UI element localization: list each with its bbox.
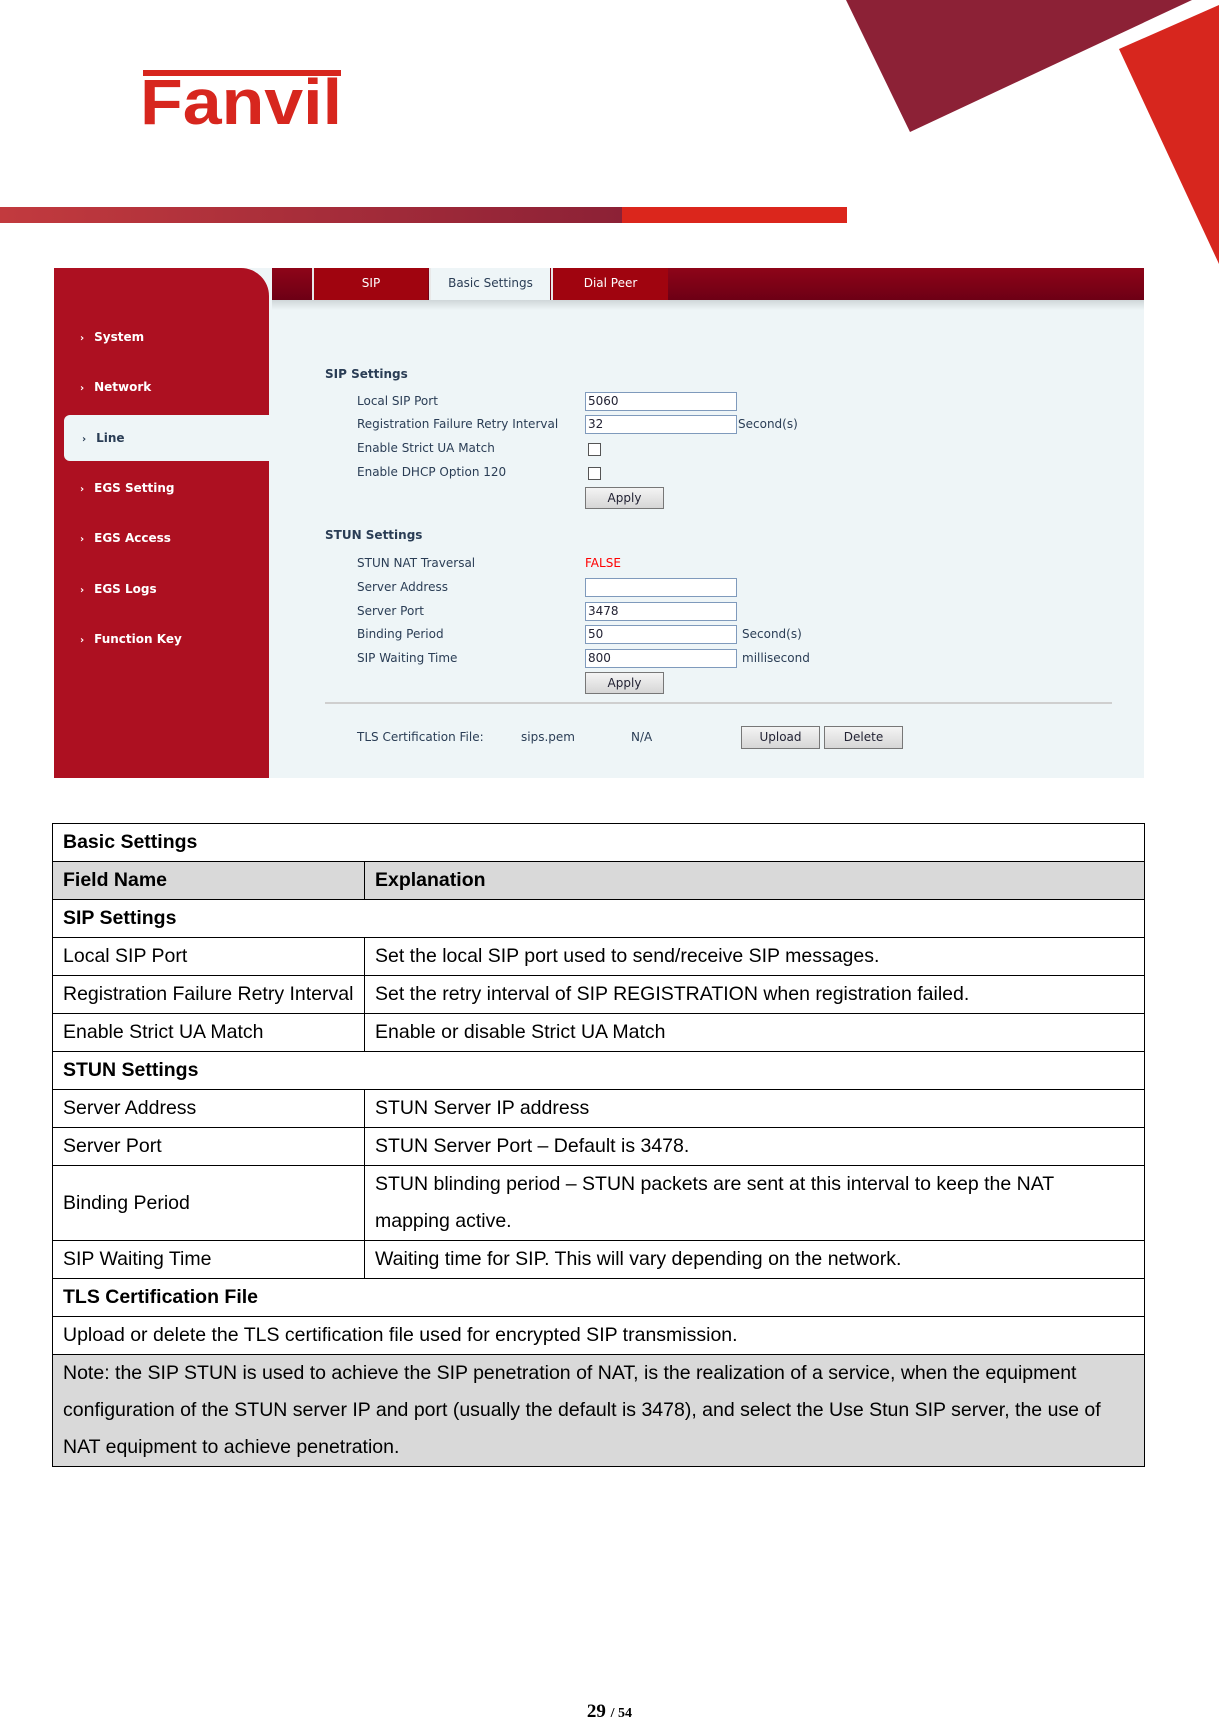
table-row (53, 976, 1145, 1014)
field-name: Registration Failure Retry Interval (53, 976, 365, 1014)
sidebar-item-function-key[interactable] (54, 616, 269, 662)
stun-apply-button[interactable]: Apply (585, 672, 664, 694)
binding-unit: Second(s) (742, 627, 802, 641)
retry-unit: Second(s) (738, 417, 798, 431)
sidebar-label: Function Key (94, 632, 182, 646)
sidebar-item-network[interactable] (54, 364, 269, 410)
explanation: STUN Server Port – Default is 3478. (365, 1128, 1145, 1166)
tab-bar-shadow (272, 300, 1144, 310)
sidebar-label: EGS Logs (94, 582, 157, 596)
tls-label: TLS Certification File: (357, 730, 484, 744)
tls-file: sips.pem (521, 730, 575, 744)
sidebar-item-egs-setting[interactable] (54, 465, 269, 511)
stun-nat-label: STUN NAT Traversal (357, 556, 476, 570)
sip-waiting-time-input[interactable]: 800 (585, 649, 737, 668)
table-row (53, 1014, 1145, 1052)
chevron-right-icon: › (80, 585, 85, 596)
sidebar (54, 268, 269, 778)
tab-sip[interactable]: SIP (312, 268, 428, 300)
retry-interval-input[interactable]: 32 (585, 415, 737, 434)
stun-nat-value: FALSE (585, 556, 621, 570)
table-row (53, 1090, 1145, 1128)
explanation: Set the local SIP port used to send/receive SIP messages. (365, 938, 1145, 976)
svg-text:Fanvil: Fanvil (140, 66, 342, 138)
strict-ua-label: Enable Strict UA Match (357, 441, 495, 455)
fanvil-logo (140, 66, 342, 138)
web-ui-screenshot (54, 268, 1144, 778)
tls-status: N/A (631, 730, 653, 744)
sidebar-label: Line (96, 431, 125, 445)
binding-period-input[interactable]: 50 (585, 625, 737, 644)
divider (325, 702, 1112, 704)
server-port-label: Server Port (357, 604, 424, 618)
upload-button[interactable]: Upload (741, 726, 820, 749)
explanation: Waiting time for SIP. This will vary depending on the network. (365, 1241, 1145, 1279)
field-name: Binding Period (53, 1166, 365, 1241)
sidebar-label: EGS Setting (94, 481, 175, 495)
settings-table (52, 823, 1145, 1467)
table-row (53, 1241, 1145, 1279)
col-header-explanation: Explanation (365, 862, 1145, 900)
sidebar-item-line[interactable] (64, 415, 269, 461)
local-sip-port-label: Local SIP Port (357, 394, 438, 408)
explanation: Set the retry interval of SIP REGISTRATION when registration failed. (365, 976, 1145, 1014)
field-name: Local SIP Port (53, 938, 365, 976)
sidebar-item-egs-access[interactable] (54, 515, 269, 561)
chevron-right-icon: › (80, 333, 85, 344)
field-name: Server Port (53, 1128, 365, 1166)
col-header-field: Field Name (53, 862, 365, 900)
sip-settings-heading: SIP Settings (325, 367, 408, 381)
page-current: 29 (586, 1701, 606, 1722)
server-address-input[interactable] (585, 578, 737, 597)
sidebar-item-egs-logs[interactable] (54, 566, 269, 612)
sidebar-label: EGS Access (94, 531, 171, 545)
header-bar-red (622, 207, 847, 223)
sidebar-item-system[interactable] (54, 314, 269, 360)
chevron-right-icon: › (80, 534, 85, 545)
server-address-label: Server Address (357, 580, 448, 594)
explanation: Enable or disable Strict UA Match (365, 1014, 1145, 1052)
retry-interval-label: Registration Failure Retry Interval (357, 417, 559, 431)
server-port-input[interactable]: 3478 (585, 602, 737, 621)
binding-period-label: Binding Period (357, 627, 444, 641)
sip-apply-button[interactable]: Apply (585, 487, 664, 509)
stun-settings-heading: STUN Settings (325, 528, 423, 542)
strict-ua-checkbox[interactable] (588, 443, 601, 456)
note: Note: the SIP STUN is used to achieve the SIP penetration of NAT, is the realization of a service, when the equipment configuration of the STUN server IP and port (usually the default is 3478), and select the Use Stun SIP server, the use of NAT equipment to achieve penetration. (53, 1355, 1145, 1467)
table-row (53, 938, 1145, 976)
explanation: STUN blinding period – STUN packets are sent at this interval to keep the NAT mapping active. (365, 1166, 1145, 1241)
dhcp-option-checkbox[interactable] (588, 467, 601, 480)
dhcp-option-label: Enable DHCP Option 120 (357, 465, 507, 479)
local-sip-port-input[interactable]: 5060 (585, 392, 737, 411)
explanation: STUN Server IP address (365, 1090, 1145, 1128)
chevron-right-icon: › (80, 635, 85, 646)
table-title: Basic Settings (53, 824, 1145, 862)
table-row (53, 1128, 1145, 1166)
section-stun: STUN Settings (53, 1052, 1145, 1090)
tab-dial-peer[interactable]: Dial Peer (551, 268, 668, 300)
sidebar-label: Network (94, 380, 152, 394)
table-row (53, 1166, 1145, 1241)
tab-basic-settings[interactable]: Basic Settings (429, 268, 550, 300)
page-total: / 54 (610, 1706, 633, 1721)
chevron-right-icon: › (82, 434, 87, 445)
field-name: Server Address (53, 1090, 365, 1128)
section-sip: SIP Settings (53, 900, 1145, 938)
wait-unit: millisecond (742, 651, 810, 665)
section-tls: TLS Certification File (53, 1279, 1145, 1317)
header-decoration (0, 0, 1219, 300)
header-bar-gradient (0, 207, 622, 223)
page-number (0, 1701, 1219, 1723)
field-name: Enable Strict UA Match (53, 1014, 365, 1052)
chevron-right-icon: › (80, 383, 85, 394)
tls-description: Upload or delete the TLS certification file used for encrypted SIP transmission. (53, 1317, 1145, 1355)
sip-waiting-time-label: SIP Waiting Time (357, 651, 458, 665)
field-name: SIP Waiting Time (53, 1241, 365, 1279)
red-triangle (1119, 5, 1219, 264)
delete-button[interactable]: Delete (824, 726, 903, 749)
sidebar-label: System (94, 330, 145, 344)
chevron-right-icon: › (80, 484, 85, 495)
